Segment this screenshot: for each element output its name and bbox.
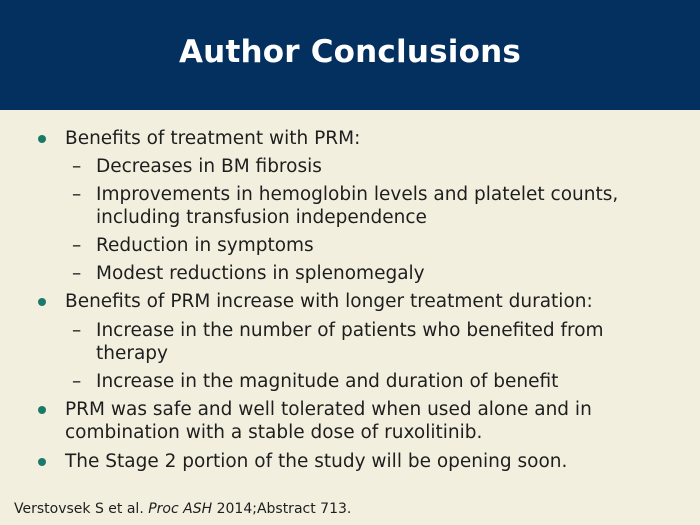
bullet-4-text: The Stage 2 portion of the study will be opening soon. [65, 451, 568, 472]
bullet-1-sub-2-cont: including transfusion independence [96, 207, 427, 228]
bullet-icon [38, 406, 46, 414]
dash-icon: – [72, 320, 82, 341]
citation-details: 2014;Abstract 713. [216, 501, 352, 517]
bullet-1-sub-4: Modest reductions in splenomegaly [96, 263, 425, 284]
bullet-2-sub-1-cont: therapy [96, 343, 168, 364]
citation-journal: Proc ASH [148, 501, 213, 517]
title-bar [0, 0, 700, 110]
dash-icon: – [72, 371, 82, 392]
bullet-icon [38, 458, 46, 466]
citation [14, 500, 351, 518]
bullet-icon [38, 135, 46, 143]
dash-icon: – [72, 184, 82, 205]
citation-authors: Verstovsek S et al. [14, 501, 144, 517]
dash-icon: – [72, 263, 82, 284]
bullet-1-sub-3: Reduction in symptoms [96, 235, 314, 256]
bullet-icon [38, 298, 46, 306]
bullet-3-text: PRM was safe and well tolerated when used alone and in [65, 399, 592, 420]
bullet-3-text-cont: combination with a stable dose of ruxolitinib. [65, 422, 483, 443]
bullet-2-sub-2: Increase in the magnitude and duration of benefit [96, 371, 559, 392]
bullet-1-sub-2: Improvements in hemoglobin levels and platelet counts, [96, 184, 619, 205]
slide-title: Author Conclusions [178, 34, 521, 70]
dash-icon: – [72, 235, 82, 256]
bullet-2-sub-1: Increase in the number of patients who benefited from [96, 320, 604, 341]
bullet-1-sub-1: Decreases in BM fibrosis [96, 156, 322, 177]
bullet-2-text: Benefits of PRM increase with longer treatment duration: [65, 291, 593, 312]
bullet-1-text: Benefits of treatment with PRM: [65, 128, 361, 149]
dash-icon: – [72, 156, 82, 177]
